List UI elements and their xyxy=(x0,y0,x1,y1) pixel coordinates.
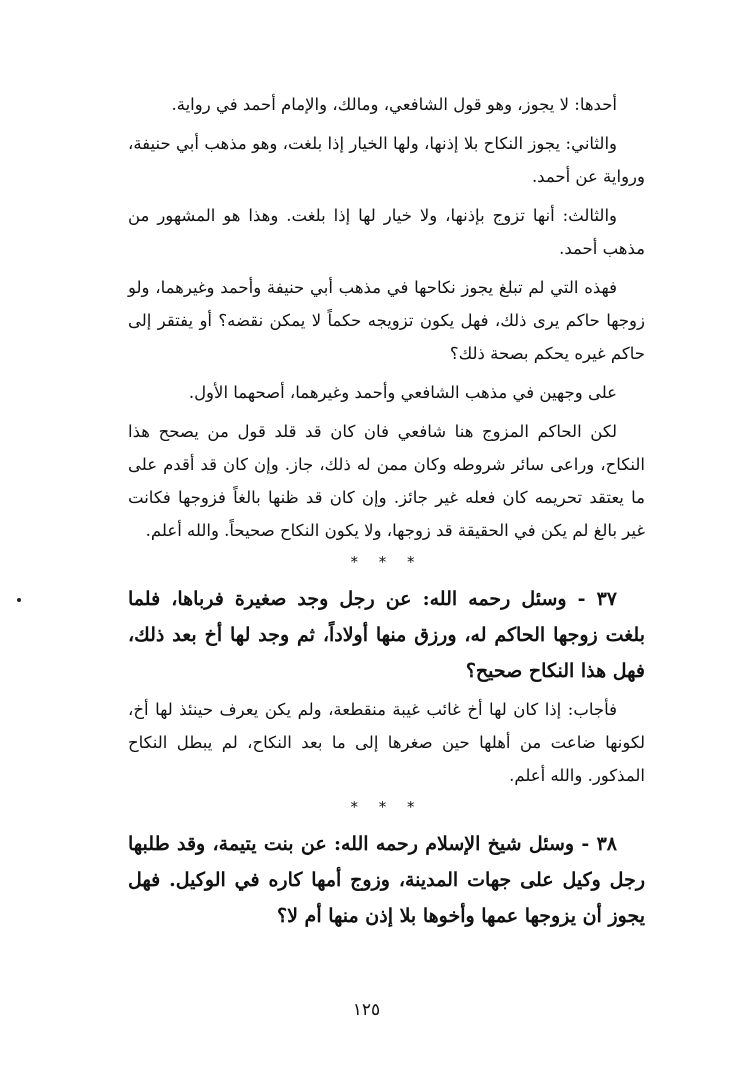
question-38: ٣٨ - وسئل شيخ الإسلام رحمه الله: عن بنت يتيمة، وقد طلبها رجل وكيل على جهات المدينة، وزوج أمها كاره في الوكيل. فهل يجوز أن يزوجها عمها وأخوها بلا إذن منها أم لا؟ xyxy=(128,833,645,927)
paragraph-ruling-question: فهذه التي لم تبلغ يجوز نكاحها في مذهب أبي حنيفة وأحمد وغيرهما، ولو زوجها حاكم يرى ذلك، فهل يكون تزويجه حكماً لا يمكن نقضه؟ أو يفتقر إلى حاكم غيره يحكم بصحة ذلك؟ xyxy=(128,278,645,363)
section-separator: * * * xyxy=(350,798,423,816)
answer-37: فأجاب: إذا كان لها أخ غائب غيبة منقطعة، ولم يكن يعرف حينئذ لها أخ، لكونها ضاعت من أهلها حين صغرها إلى ما بعد النكاح، لم يبطل النكاح المذكور. والله أعلم. xyxy=(128,700,645,785)
question-37: ٣٧ - وسئل رحمه الله: عن رجل وجد صغيرة فرباها، فلما بلغت زوجها الحاكم له، ورزق منها أولاداً، ثم وجد لها أخ بعد ذلك، فهل هذا النكاح صحيح؟ xyxy=(128,588,645,682)
paragraph-second-opinion: والثاني: يجوز النكاح بلا إذنها، ولها الخيار إذا بلغت، وهو مذهب أبي حنيفة، ورواية عن أحمد. xyxy=(128,134,645,186)
paragraph-third-opinion: والثالث: أنها تزوج بإذنها، ولا خيار لها إذا بلغت. وهذا هو المشهور من مذهب أحمد. xyxy=(128,206,645,258)
paragraph-first-opinion: أحدها: لا يجوز، وهو قول الشافعي، ومالك، والإمام أحمد في رواية. xyxy=(171,95,617,114)
paragraph-two-views: على وجهين في مذهب الشافعي وأحمد وغيرهما، أصحهما الأول. xyxy=(188,383,617,402)
paragraph-shafii-judge: لكن الحاكم المزوج هنا شافعي فان كان قد قلد قول من يصحح هذا النكاح، وراعى سائر شروطه وكان ممن له ذلك، جاز. وإن كان قد أقدم على ما يعتقد تحريمه كان فعله غير جائز. وإن كان قد ظنها بالغاً فزوجها فكانت غير بالغ لم يكن في الحقيقة قد زوجها، ولا يكون النكاح صحيحاً. والله أعلم. xyxy=(128,422,645,540)
page-number: ١٢٥ xyxy=(352,1000,381,1020)
section-separator: * * * xyxy=(350,553,423,571)
scan-speck xyxy=(17,598,21,602)
page-content xyxy=(128,88,645,938)
